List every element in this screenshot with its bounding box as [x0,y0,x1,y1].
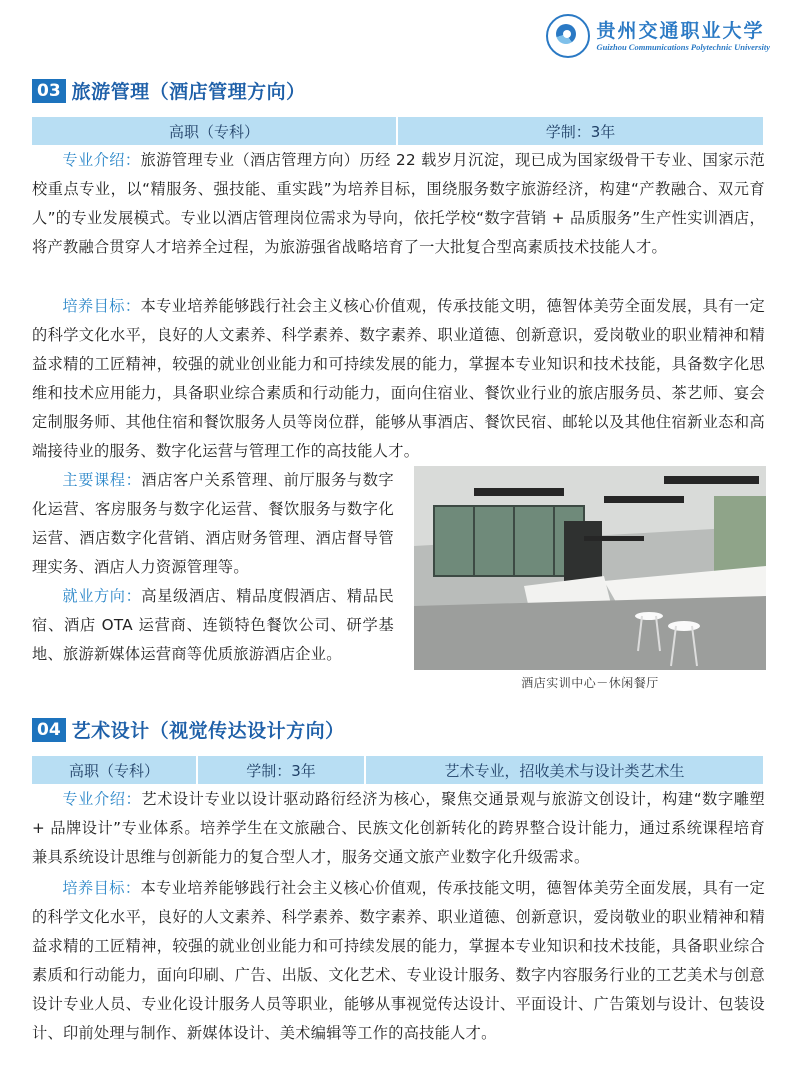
section-04-heading [32,716,345,743]
section-number: 04 [32,718,66,742]
career-text: 高星级酒店、精品度假酒店、精品民宿、酒店 OTA 运营商、连锁特色餐饮公司、研学基地、旅游新媒体运营商等优质旅游酒店企业。 [32,587,394,663]
info-admission: 艺术专业，招收美术与设计类艺术生 [444,761,685,780]
goal-label: 培养目标： [62,297,141,315]
school-emblem-icon [546,14,590,58]
intro-label: 专业介绍： [62,151,141,169]
goal-label: 培养目标： [62,879,141,897]
section-title: 艺术设计（视觉传达设计方向） [71,720,345,742]
section-title: 旅游管理（酒店管理方向） [71,81,306,103]
photo-caption: 酒店实训中心－休闲餐厅 [521,676,659,690]
info-level: 高职（专科） [32,756,198,784]
courses-label: 主要课程： [62,471,142,489]
section-03-heading [32,77,306,104]
goal-text: 本专业培养能够践行社会主义核心价值观，传承技能文明，德智体美劳全面发展，具有一定的科学文化水平，良好的人文素养、科学素养、数字素养、职业道德、创新意识，爱岗敬业的职业精神和精益求精的工匠精神，较强的就业创业能力和可持续发展的能力，掌握本专业知识和技术技能，具备数字化思维和技术应用能力，具备职业综合素质和行动能力，面向住宿业、餐饮业行业的旅店服务员、茶艺师、宴会定制服务师、其他住宿和餐饮服务人员等岗位群，能够从事酒店、餐饮民宿、邮轮以及其他住宿新业态和高端接待业的服务、数字化运营与管理工作的高技能人才。 [32,297,766,460]
info-duration: 学制：3年 [545,122,616,141]
section-03-intro [32,146,765,262]
info-level: 高职（专科） [32,117,398,145]
school-logo [546,14,770,58]
hotel-restaurant-photo [414,466,766,670]
section-03-courses [32,466,394,582]
section-number: 03 [32,79,66,103]
goal-text: 本专业培养能够践行社会主义核心价值观，传承技能文明，德智体美劳全面发展，具有一定的科学文化水平，良好的人文素养、科学素养、数字素养、职业道德、创新意识，爱岗敬业的职业精神和精益求精的工匠精神，较强的就业创业能力和可持续发展的能力，掌握本专业知识和技术技能，具备职业综合素质和行动能力，面向印刷、广告、出版、文化艺术、专业设计服务、数字内容服务行业的工艺美术与创意设计专业人员、专业化设计服务人员等职业，能够从事视觉传达设计、平面设计、广告策划与设计、包装设计、印前处理与制作、新媒体设计、美术编辑等工作的高技能人才。 [32,879,766,1042]
restaurant-photo-illustration [414,466,766,670]
courses-text: 酒店客户关系管理、前厅服务与数字化运营、客房服务与数字化运营、餐饮服务与数字化运营、酒店数字化营销、酒店财务管理、酒店督导管理实务、酒店人力资源管理等。 [32,471,394,576]
section-03-career [32,582,394,669]
section-04-intro [32,785,765,872]
intro-label: 专业介绍： [62,790,142,808]
info-duration: 学制：3年 [198,756,366,784]
section-03-goal [32,292,765,466]
career-label: 就业方向： [62,587,142,605]
intro-text: 旅游管理专业（酒店管理方向）历经 22 载岁月沉淀，现已成为国家级骨干专业、国家示范校重点专业，以“精服务、强技能、重实践”为培养目标，围绕服务数字旅游经济，构建“产教融合、双元育人”的专业发展模式。专业以酒店管理岗位需求为导向，依托学校“数字营销 + 品质服务”生产性实训酒店，将产教融合贯穿人才培养全过程，为旅游强省战略培育了一大批复合型高素质技术技能人才。 [32,151,765,256]
section-04-info-bar [32,756,763,784]
school-name [596,20,770,53]
intro-text: 艺术设计专业以设计驱动路衍经济为核心，聚焦交通景观与旅游文创设计，构建“数字雕塑 + 品牌设计”专业体系。培养学生在文旅融合、民族文化创新转化的跨界整合设计能力，通过系统课程培育兼具系统设计思维与创新能力的复合型人才，服务交通文旅产业数字化升级需求。 [32,790,766,866]
school-name-en: Guizhou Communications Polytechnic University [596,41,770,52]
section-04-goal [32,874,765,1048]
school-name-cn: 贵州交通职业大学 [596,19,765,42]
section-03-info-bar [32,117,763,145]
